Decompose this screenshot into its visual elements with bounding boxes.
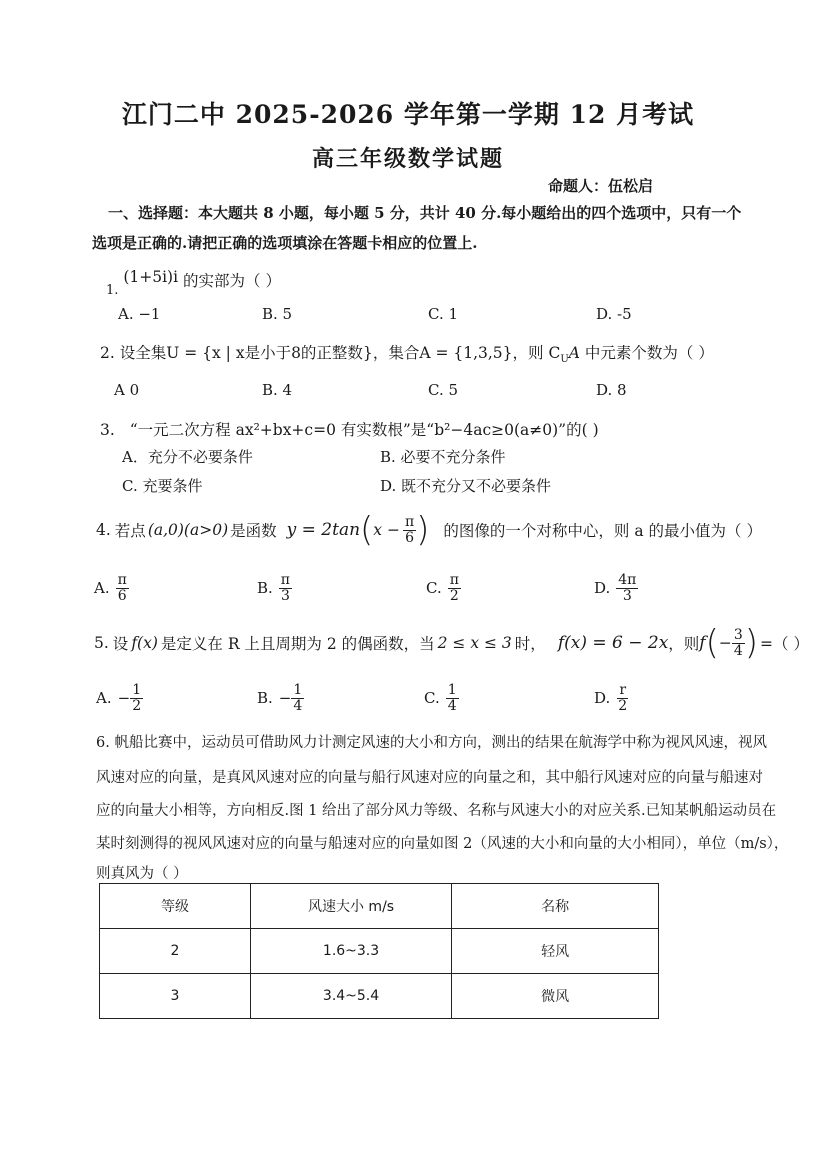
open-paren: ( [705,623,719,663]
q2-set-a: A = {1,3,5} [419,344,513,362]
table-cell: 1.6~3.3 [250,929,451,974]
q2-stem-d: 中元素个数为（ ） [580,344,714,362]
q2-stem-b: ，集合 [372,344,420,362]
q2-complement [548,344,580,366]
fraction-numerator: 3 [733,626,743,643]
wind-scale-table [99,883,659,1019]
option-label: A. [94,579,110,598]
q2-stem-c: ，则 [512,344,544,362]
q1-option-c: C. 1 [428,305,459,323]
question-1 [106,268,281,298]
q2-set-u: U = {x | x是小于8的正整数} [166,344,373,362]
table-cell: 3.4~5.4 [250,974,451,1019]
option-label: B. [257,689,273,708]
section-intro-line2: 选项是正确的.请把正确的选项填涂在答题卡相应的位置上. [92,234,478,252]
q4-option-c [426,573,461,603]
q3-option-b: B. 必要不充分条件 [380,448,506,466]
close-paren: ) [416,510,430,550]
q1-option-b: B. 5 [262,305,293,323]
table-cell: 3 [100,974,251,1019]
q5-stem-d: ，则 [668,635,700,653]
open-paren: ( [360,510,374,550]
q4-option-b [257,573,292,603]
option-fraction [279,573,292,603]
q5-option-c [424,683,459,713]
table-row [100,974,659,1019]
fraction-denominator: 4 [733,642,743,659]
fraction-denominator: 4 [293,697,303,714]
q3-option-a: A．充分不必要条件 [122,448,253,466]
table-header: 风速大小 m/s [250,884,451,929]
q5-option-a [96,683,143,713]
q4-stem-c: 的图像的一个对称中心，则 a 的最小值为（ ） [443,522,762,540]
question-number: 5. [94,634,109,652]
q3-option-c: C. 充要条件 [122,477,203,495]
option-fraction [116,573,129,603]
q6-line-4: 某时刻测得的视风风速对应的向量与船速对应的向量如图 2（风速的大小和向量的大小相同），单位（m/s）， [96,836,789,852]
q5-option-b [257,683,304,713]
option-sign: − [117,689,131,708]
fraction-denominator: 3 [622,587,632,604]
q4-function: y = 2tan [286,520,361,540]
q6-line-3: 应的向量大小相等，方向相反.图 1 给出了部分风力等级、名称与风速大小的对应关系.已知某帆船运动员在 [96,803,777,819]
complement-symbol: C [548,344,561,362]
q4-fraction [403,515,416,545]
q3-option-d: D. 既不充分又不必要条件 [380,477,552,495]
fraction-numerator: π [280,572,290,588]
option-fraction [616,573,638,603]
fraction-numerator: 4π [618,572,637,588]
q2-option-b: B. 4 [262,381,293,399]
fraction-numerator: π [117,572,127,588]
option-fraction [448,573,461,603]
q5-stem-a: 设 [112,635,129,653]
option-fraction [616,683,629,713]
option-label: B. [257,579,273,598]
q5-fraction [732,628,745,658]
question-number: 4. [96,521,111,539]
fraction-numerator: 1 [293,682,303,698]
fraction-numerator: π [449,572,459,588]
option-fraction [130,683,143,713]
option-label: A. [96,689,112,708]
section-intro-line1: 一、选择题：本大题共 8 小题，每小题 5 分，共计 40 分.每小题给出的四个选项中，只有一个 [108,204,742,222]
option-label: D. [594,689,611,708]
option-label: C. [426,579,442,598]
question-number: 2. [100,344,115,362]
q6-line-2: 风速对应的向量，是真风风速对应的向量与船行风速对应的向量之和，其中船行风速对应的向量与船速对 [96,770,763,786]
fraction-numerator: 1 [447,682,457,698]
question-number: 3. [100,421,115,439]
question-3 [100,418,599,440]
q5-option-d [594,683,629,713]
option-fraction [291,683,304,713]
table-row [100,929,659,974]
q2-stem-a: 设全集 [119,344,167,362]
q1-option-a: A. −1 [118,305,161,323]
q2-option-c: C. 5 [428,381,459,399]
table-header: 等级 [100,884,251,929]
q4-stem-b: 是函数 [230,522,277,540]
q6-line-1: 6. 帆船比赛中，运动员可借助风力计测定风速的大小和方向，测出的结果在航海学中称为视风风速，视风 [96,735,767,751]
q5-fx: f(x) [131,634,158,652]
table-header-row [100,884,659,929]
table-cell: 2 [100,929,251,974]
fraction-denominator: 6 [405,529,415,546]
fraction-numerator: 1 [132,682,142,698]
q5-range: 2 ≤ x ≤ 3 [437,634,512,652]
exam-title: 江门二中 2025-2026 学年第一学期 12 月考试 [121,100,695,129]
q4-inner: x − [373,521,400,539]
question-5 [94,623,809,663]
option-sign: − [278,689,292,708]
question-4 [96,510,762,550]
fraction-numerator: π [404,513,415,530]
q4-point: (a,0)(a>0) [147,521,229,539]
q1-stem: 的实部为（ ） [183,272,281,290]
q5-stem-b: 是定义在 R 上且周期为 2 的偶函数，当 [160,635,435,653]
q5-stem-c: 时， [514,635,546,653]
table-header: 名称 [452,884,659,929]
fraction-denominator: 2 [449,587,459,604]
q2-option-a: A 0 [114,381,140,399]
q6-line-5: 则真风为（ ） [96,866,188,882]
q5-equals: =（ ） [760,635,809,653]
q3-stem: “一元二次方程 ax²+bx+c=0 有实数根”是“b²−4ac≥0(a≠0)”的( ) [129,421,599,439]
q1-expression: (1+5i)i [123,268,179,286]
exam-subtitle: 高三年级数学试题 [311,146,504,172]
fraction-denominator: 6 [117,587,127,604]
question-number: 1. [106,283,119,298]
question-2 [100,341,714,365]
fraction-denominator: 2 [618,697,628,714]
fraction-denominator: 4 [447,697,457,714]
fraction-numerator: r [619,682,627,698]
close-paren: ) [744,623,759,663]
q1-option-d: D. -5 [596,305,632,323]
option-label: C. [424,689,440,708]
q4-option-a [94,573,129,603]
option-label: D. [594,579,611,598]
fraction-denominator: 3 [280,587,290,604]
author: 命题人：伍松启 [548,177,654,195]
q5-negative: − [718,634,732,652]
table-cell: 轻风 [452,929,659,974]
fraction-denominator: 2 [132,697,142,714]
q4-option-d [594,573,638,603]
q4-stem-a: 若点 [114,522,146,540]
complement-set: A [568,344,580,362]
table-cell: 微风 [452,974,659,1019]
q2-option-d: D. 8 [596,381,627,399]
complement-sub: U [560,354,569,366]
q5-rule: f(x) = 6 − 2x [557,633,669,653]
q5-f: f [699,633,706,653]
option-fraction [446,683,459,713]
